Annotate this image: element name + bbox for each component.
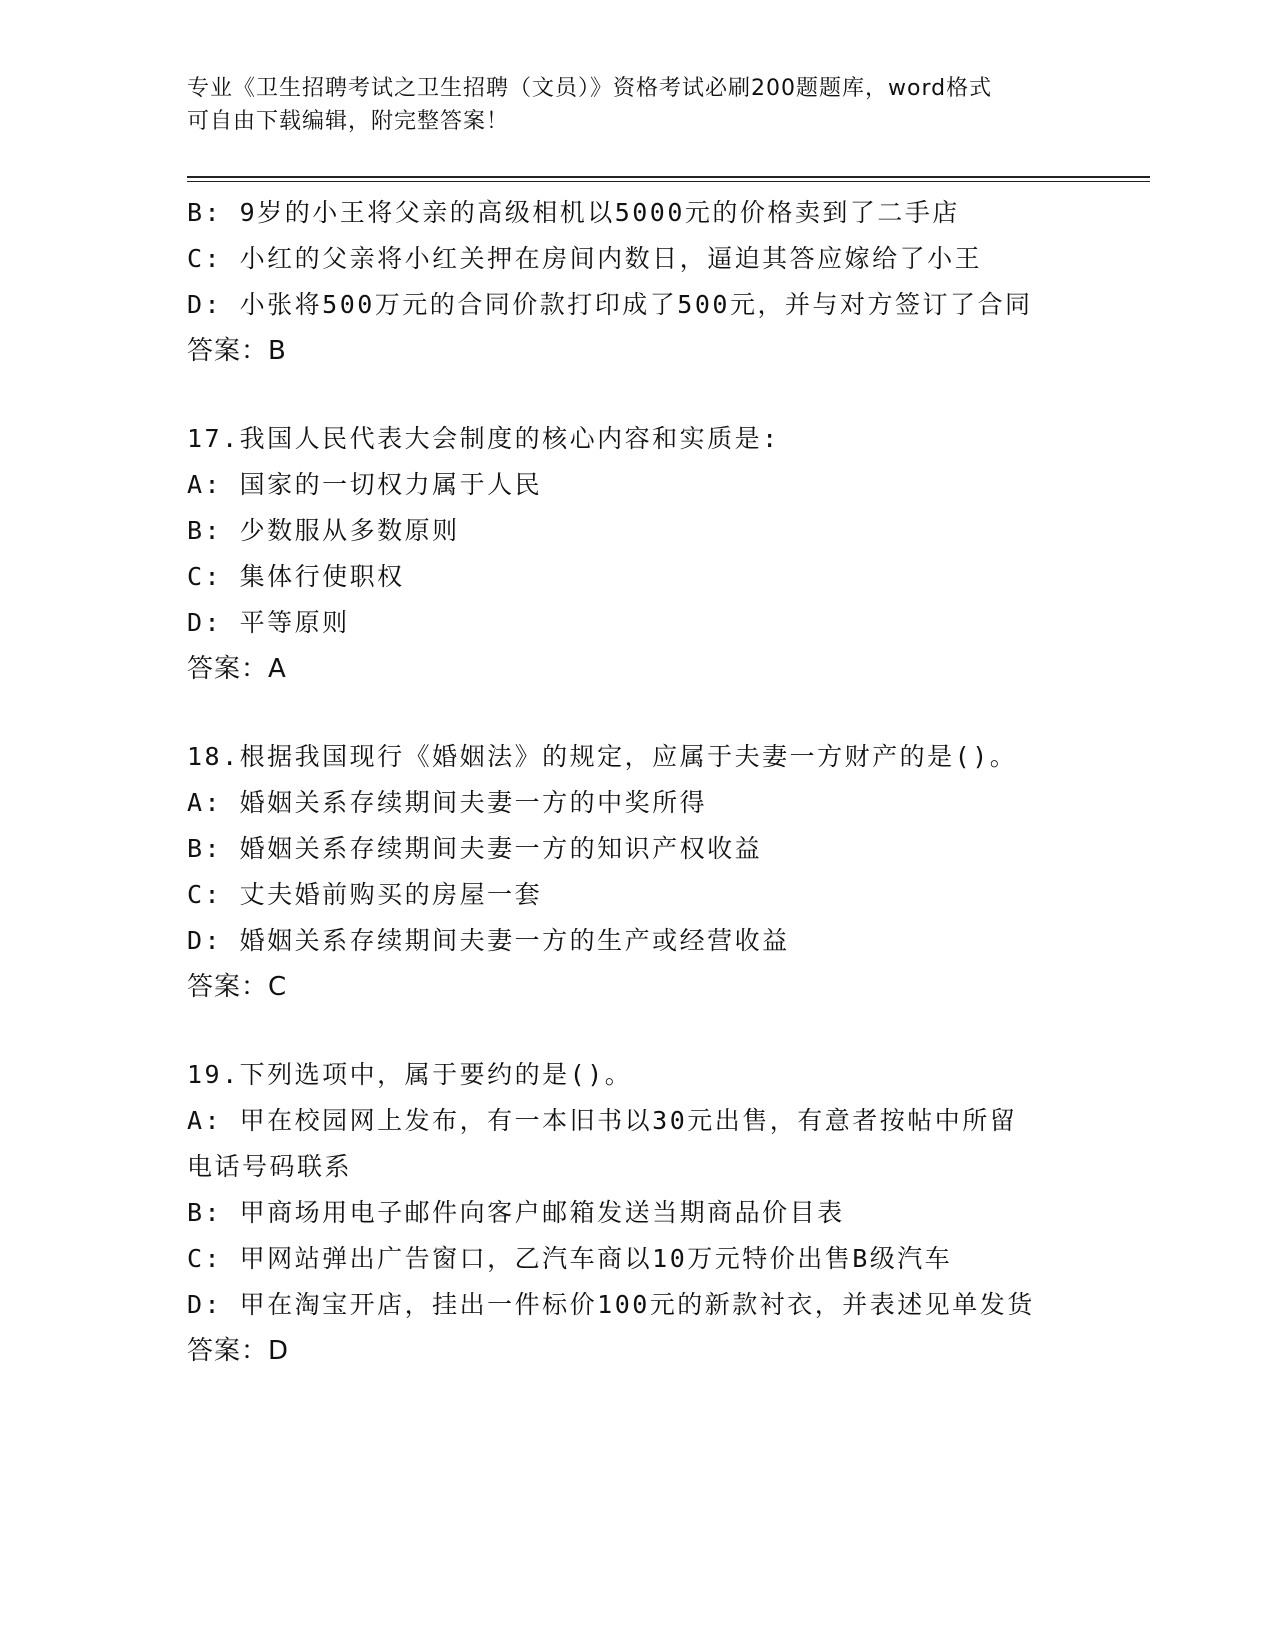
q19-option-a-line-1: A: 甲在校园网上发布，有一本旧书以30元出售，有意者按帖中所留 (187, 1106, 1018, 1135)
q19-option-b: B: 甲商场用电子邮件向客户邮箱发送当期商品价目表 (187, 1198, 845, 1227)
q18-option-d: D: 婚姻关系存续期间夫妻一方的生产或经营收益 (187, 926, 790, 955)
spacer (187, 1010, 1087, 1052)
q17-option-d: D: 平等原则 (187, 608, 350, 637)
q19-answer: 答案：D (187, 1336, 290, 1366)
q18-option-a: A: 婚姻关系存续期间夫妻一方的中奖所得 (187, 788, 708, 817)
header-divider-thin (187, 181, 1150, 182)
q16-option-b: B: 9岁的小王将父亲的高级相机以5000元的价格卖到了二手店 (187, 198, 960, 227)
q17-option-a: A: 国家的一切权力属于人民 (187, 470, 543, 499)
q16-option-d: D: 小张将500万元的合同价款打印成了500元，并与对方签订了合同 (187, 290, 1033, 319)
q18-question: 18.根据我国现行《婚姻法》的规定，应属于夫妻一方财产的是()。 (187, 742, 1018, 771)
q18-answer: 答案：C (187, 972, 288, 1002)
question-list (187, 190, 1087, 1374)
q17-question: 17.我国人民代表大会制度的核心内容和实质是: (187, 424, 780, 453)
question-16-block (187, 190, 1087, 374)
q18-option-b: B: 婚姻关系存续期间夫妻一方的知识产权收益 (187, 834, 763, 863)
document-header (187, 72, 1087, 138)
q16-option-c: C: 小红的父亲将小红关押在房间内数日，逼迫其答应嫁给了小王 (187, 244, 983, 273)
q17-answer: 答案：A (187, 654, 287, 684)
q16-answer: 答案：B (187, 336, 287, 366)
header-divider-thick (187, 176, 1150, 178)
spacer (187, 374, 1087, 416)
q19-option-c: C: 甲网站弹出广告窗口，乙汽车商以10万元特价出售B级汽车 (187, 1244, 953, 1273)
spacer (187, 692, 1087, 734)
q17-option-c: C: 集体行使职权 (187, 562, 405, 591)
header-line-1: 专业《卫生招聘考试之卫生招聘（文员）》资格考试必刷200题题库，word格式 (187, 76, 993, 101)
q19-option-a-line-2: 电话号码联系 (187, 1152, 353, 1181)
question-19-block (187, 1052, 1087, 1374)
q17-option-b: B: 少数服从多数原则 (187, 516, 460, 545)
q18-option-c: C: 丈夫婚前购买的房屋一套 (187, 880, 543, 909)
q19-question: 19.下列选项中，属于要约的是()。 (187, 1060, 633, 1089)
question-18-block (187, 734, 1087, 1010)
question-17-block (187, 416, 1087, 692)
q19-option-d: D: 甲在淘宝开店，挂出一件标价100元的新款衬衣，并表述见单发货 (187, 1290, 1035, 1319)
header-line-2: 可自由下载编辑，附完整答案！ (187, 109, 510, 134)
